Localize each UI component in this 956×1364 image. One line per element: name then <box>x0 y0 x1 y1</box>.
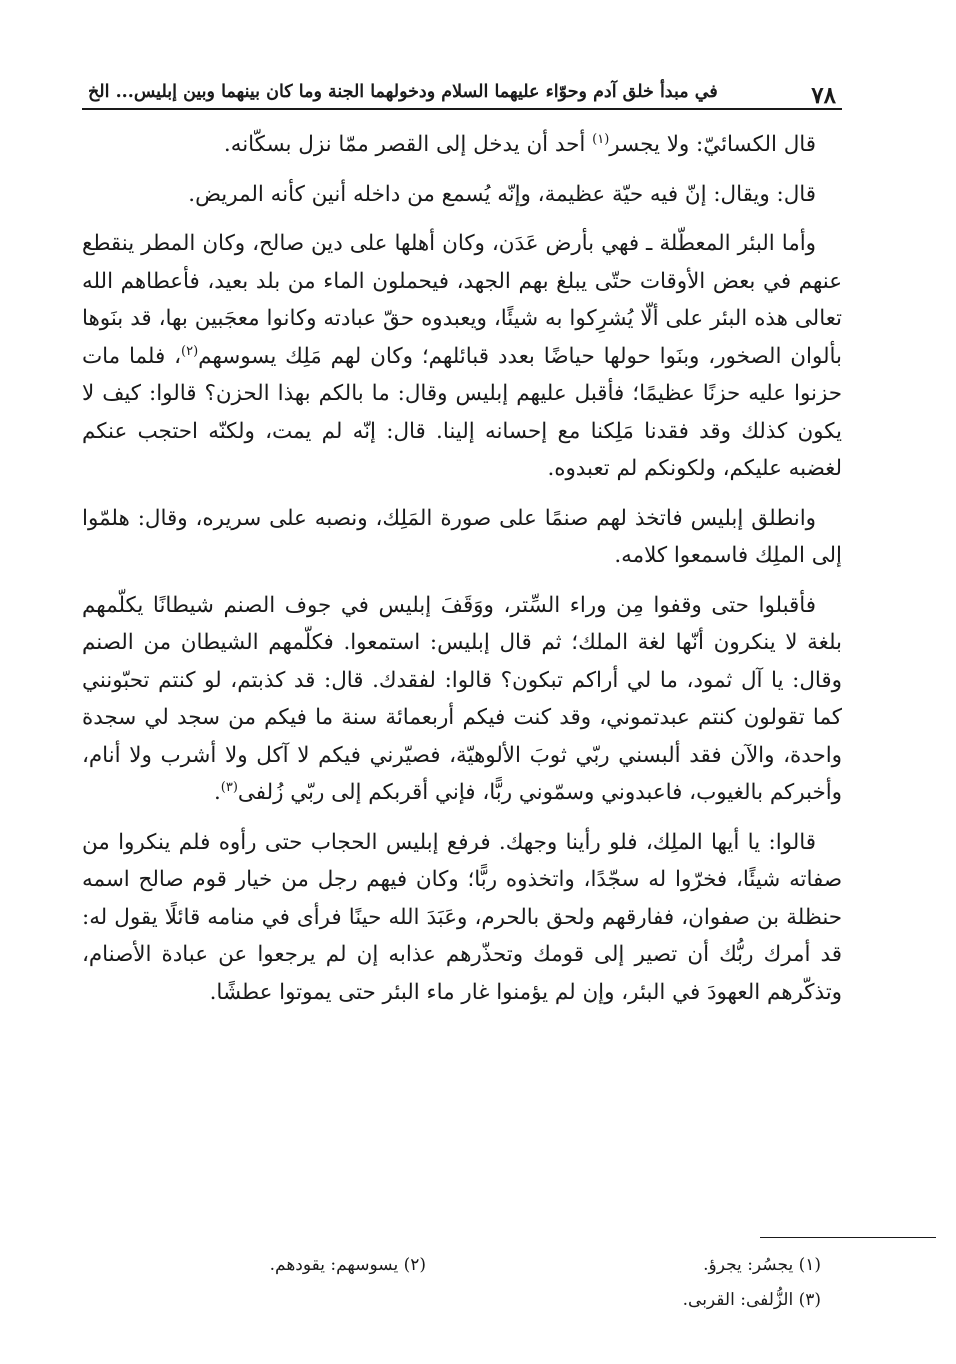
paragraph-text: . <box>213 780 221 805</box>
body-text <box>82 110 842 1011</box>
book-page <box>82 60 842 1023</box>
paragraph-text: قالوا: يا أيها الملِك، فلو رأينا وجهك. فرفع إبليس الحجاب حتى رأوه فلم ينكروا من صفاته شيئًا، فخرّوا له سجّدًا، واتخذوه ربًّا؛ وكان فيهم رجل من خيار قوم صالح اسمه حنظلة بن صفوان، ففارقهم ولحق بالحرم، وعَبَدَ الله حينًا فرأى في منامه قائلًا يقول له: قد أمرك ربُّك أن تصير إلى قومك وتحذّرهم عذابه إن لم يرجعوا عن عبادة الأصنام، وتذكّرهم العهودَ في البئر، وإن لم يؤمنوا غار ماء البئر حتى يموتوا عطشًا. <box>82 829 842 1005</box>
paragraph-1 <box>82 126 842 164</box>
paragraph-text: قال الكسائيّ: ولا يجسر <box>609 132 816 157</box>
paragraph-text: أحد أن يدخل إلى القصر ممّا نزل بسكّانه. <box>223 132 593 157</box>
paragraph-text: وانطلق إبليس فاتخذ لهم صنمًا على صورة المَلِك، ونصبه على سريره، وقال: هلمّوا إلى الملِك فاسمعوا كلامه. <box>82 505 842 568</box>
paragraph-5 <box>82 587 842 812</box>
footnote-ref-2: (٢) <box>181 343 199 359</box>
footnote-divider <box>760 1237 936 1238</box>
paragraph-3 <box>82 225 842 488</box>
footnote-ref-1: (١) <box>592 131 610 147</box>
paragraph-4 <box>82 500 842 575</box>
paragraph-2 <box>82 176 842 214</box>
footnote-3: (٣) الزُّلفى: القربى. <box>682 1290 821 1310</box>
paragraph-text: ، فلما مات حزنوا عليه حزنًا عظيمًا؛ فأقبل عليهم إبليس وقال: ما بالكم بهذا الحزن؟ قالوا: كيف لا يكون كذلك وقد فقدنا مَلِكنا مع إحسانه إلينا. قال: إنّه لم يمت، ولكنّه احتجب عنكم لغضبه عليكم، ولكونكم لم تعبدوه. <box>82 343 842 481</box>
paragraph-6 <box>82 824 842 1012</box>
paragraph-text: قال: ويقال: إنّ فيه حيّة عظيمة، وإنّه يُسمع من داخله أنين كأنه المريض. <box>188 181 816 207</box>
footnote-1: (١) يجسُر: يجرؤ. <box>703 1255 821 1275</box>
paragraph-text: فأقبلوا حتى وقفوا مِن وراء السِّتر، ووَقَفَ إبليس في جوف الصنم شيطانًا يكلّمهم بلغة لا ينكرون أنّها لغة الملك؛ ثم قال إبليس: استمعوا. فكلّمهم الشيطان من الصنم وقال: يا آل ثمود، ما لي أراكم تبكون؟ قالوا: لفقدك. قال: قد كذبتم، لو كنتم تحبّونني كما تقولون كنتم عبدتموني، وقد كنت فيكم أربعمائة سنة ما فيكم من سجد لي سجدة واحدة، والآن فقد ألبسني ربّي ثوبَ الألوهيّة، فصيّرني فيكم لا آكل ولا أشرب ولا أنام، وأخبركم بالغيوب، فاعبدوني وسمّوني ربًّا، فإني أقربكم إلى ربّي زُلفى <box>82 592 842 805</box>
page-header <box>82 60 842 110</box>
page-number: ٧٨ <box>811 82 836 109</box>
running-title: في مبدأ خلق آدم وحوّاء عليهما السلام ودخولهما الجنة وما كان بينهما وبين إبليس... الخ <box>88 82 718 102</box>
footnote-ref-3: (٣) <box>220 779 238 795</box>
footnote-2: (٢) يسوسهم: يقودهم. <box>269 1255 426 1275</box>
paragraph-text: وأما البئر المعطّلة ـ فهي بأرض عَدَن، وكان أهلها على دين صالح، وكان المطر ينقطع عنهم في بعض الأوقات حتّى يبلغ بهم الجهد، فيحملون الماء من بلد بعيد، فأعطاهم الله تعالى هذه البئر على ألّا يُشرِكوا به شيئًا، ويعبدوه حقّ عبادته وكانوا معجَبين بها، قد بنَوها بألوان الصخور، وبنَوا حولها حياضًا بعدد قبائلهم؛ وكان لهم مَلِك يسوسهم <box>82 231 842 369</box>
